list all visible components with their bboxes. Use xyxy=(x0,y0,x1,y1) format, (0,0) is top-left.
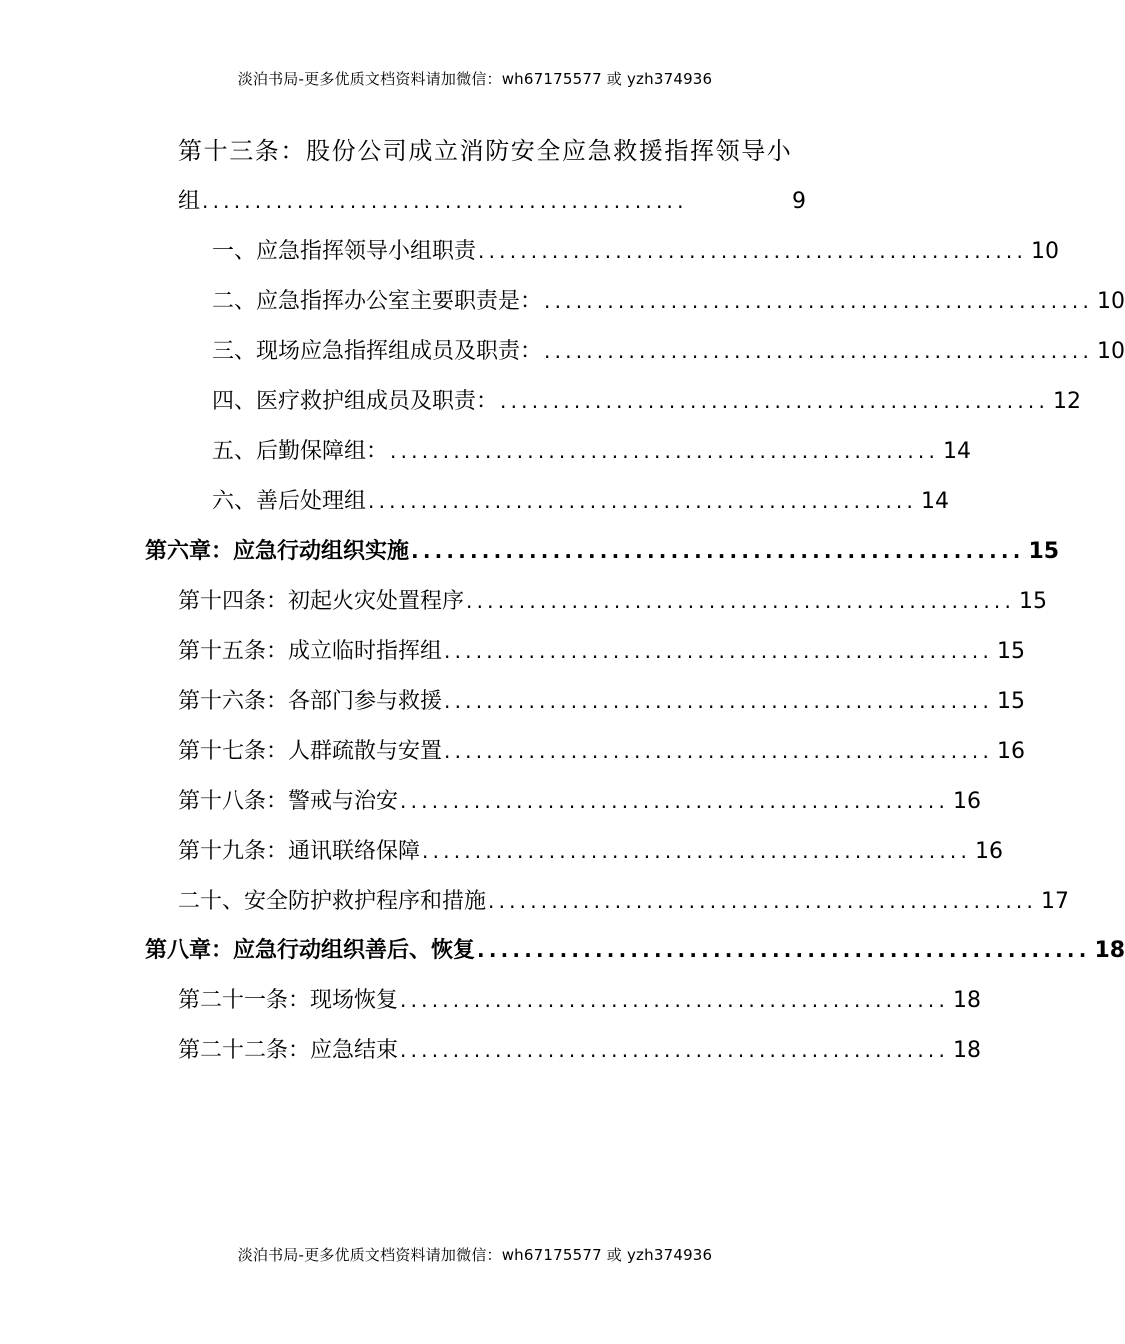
toc-page-number: 9 xyxy=(792,189,806,214)
toc-page-number: 15 xyxy=(997,689,1026,714)
page-footer: 淡泊书局-更多优质文档资料请加微信：wh67175577 或 yzh374936 xyxy=(237,1246,713,1264)
toc-entry[interactable] xyxy=(178,686,1026,716)
toc-entry[interactable] xyxy=(178,1035,982,1065)
toc-dot-leader: .................................................... xyxy=(466,589,1016,613)
toc-entry-text: 第十七条：人群疏散与安置 xyxy=(178,739,443,764)
toc-entry-text: 第十六条：各部门参与救援 xyxy=(178,689,443,714)
toc-page-number: 16 xyxy=(975,839,1004,864)
toc-dot-leader: .................................................... xyxy=(422,839,972,863)
toc-entry-text: 六、善后处理组 xyxy=(212,489,367,514)
toc-entry-text: 二十、安全防护救护程序和措施 xyxy=(178,889,487,914)
toc-entry[interactable] xyxy=(212,236,1060,266)
toc-entry-text: 五、后勤保障组： xyxy=(212,439,389,464)
toc-entry-text: 一、应急指挥领导小组职责 xyxy=(212,239,477,264)
toc-dot-leader: .................................................... xyxy=(444,689,994,713)
toc-entry-text: 第二十二条：应急结束 xyxy=(178,1038,399,1063)
toc-dot-leader: .................................................... xyxy=(444,739,994,763)
toc-entry-article-13-line2[interactable] xyxy=(178,186,806,216)
toc-page-number: 10 xyxy=(1097,289,1125,314)
toc-page-number: 18 xyxy=(953,1038,982,1063)
toc-page-number: 10 xyxy=(1097,339,1125,364)
toc-entry-text: 第十五条：成立临时指挥组 xyxy=(178,639,443,664)
toc-dot-leader: .................................................... xyxy=(444,639,994,663)
toc-page-number: 14 xyxy=(921,489,950,514)
toc-page-number: 15 xyxy=(1028,539,1060,564)
toc-entry-text: 二、应急指挥办公室主要职责是： xyxy=(212,289,543,314)
toc-entry[interactable] xyxy=(212,436,972,466)
toc-entry[interactable] xyxy=(212,486,950,516)
toc-page-number: 16 xyxy=(953,789,982,814)
toc-dot-leader: .................................................... xyxy=(544,339,1094,363)
toc-entry-text: 第十四条：初起火灾处置程序 xyxy=(178,589,465,614)
toc-dot-leader: .................................................... xyxy=(368,489,918,513)
toc-entry-text: 组 xyxy=(178,189,201,214)
toc-dot-leader: .................................................... xyxy=(390,439,940,463)
toc-page-number: 18 xyxy=(953,988,982,1013)
toc-entry-text: 三、现场应急指挥组成员及职责： xyxy=(212,339,543,364)
toc-dot-leader: .................................................... xyxy=(488,889,1038,913)
toc-entry-text: 第六章：应急行动组织实施 xyxy=(145,539,410,564)
toc-page-number: 17 xyxy=(1041,889,1070,914)
toc-page-number: 15 xyxy=(1019,589,1048,614)
toc-entry[interactable] xyxy=(212,286,1125,316)
toc-dot-leader: .................................................... xyxy=(411,539,1025,563)
toc-dot-leader: .............................................. xyxy=(202,189,688,213)
toc-entry[interactable] xyxy=(178,836,1004,866)
toc-page-number: 14 xyxy=(943,439,972,464)
toc-entry-text: 第十八条：警戒与治安 xyxy=(178,789,399,814)
toc-entry[interactable] xyxy=(178,636,1026,666)
toc-page-number: 15 xyxy=(997,639,1026,664)
toc-entry-text: 第二十一条：现场恢复 xyxy=(178,988,399,1013)
toc-entry-article-13-line1[interactable]: 第十三条：股份公司成立消防安全应急救援指挥领导小 xyxy=(178,137,793,165)
toc-dot-leader: .................................................... xyxy=(477,938,1091,962)
toc-entry[interactable] xyxy=(212,336,1125,366)
toc-entry[interactable] xyxy=(178,985,982,1015)
toc-entry[interactable] xyxy=(178,786,982,816)
toc-chapter-8[interactable] xyxy=(145,935,1125,965)
toc-dot-leader: .................................................... xyxy=(400,789,950,813)
toc-entry-text: 四、医疗救护组成员及职责： xyxy=(212,389,499,414)
toc-entry[interactable] xyxy=(178,886,1070,916)
toc-page-number: 18 xyxy=(1094,938,1125,963)
toc-entry[interactable] xyxy=(178,736,1026,766)
toc-dot-leader: .................................................... xyxy=(400,988,950,1012)
toc-page-number: 12 xyxy=(1053,389,1082,414)
toc-entry-text: 第八章：应急行动组织善后、恢复 xyxy=(145,938,476,963)
toc-dot-leader: .................................................... xyxy=(500,389,1050,413)
toc-entry-text: 第十九条：通讯联络保障 xyxy=(178,839,421,864)
page-header: 淡泊书局-更多优质文档资料请加微信：wh67175577 或 yzh374936 xyxy=(237,70,713,88)
toc-entry[interactable] xyxy=(178,586,1048,616)
toc-dot-leader: .................................................... xyxy=(544,289,1094,313)
toc-page-number: 10 xyxy=(1031,239,1060,264)
toc-chapter-6[interactable] xyxy=(145,536,1060,566)
toc-dot-leader: .................................................... xyxy=(400,1038,950,1062)
toc-entry[interactable] xyxy=(212,386,1082,416)
toc-dot-leader: .................................................... xyxy=(478,239,1028,263)
toc-page-number: 16 xyxy=(997,739,1026,764)
